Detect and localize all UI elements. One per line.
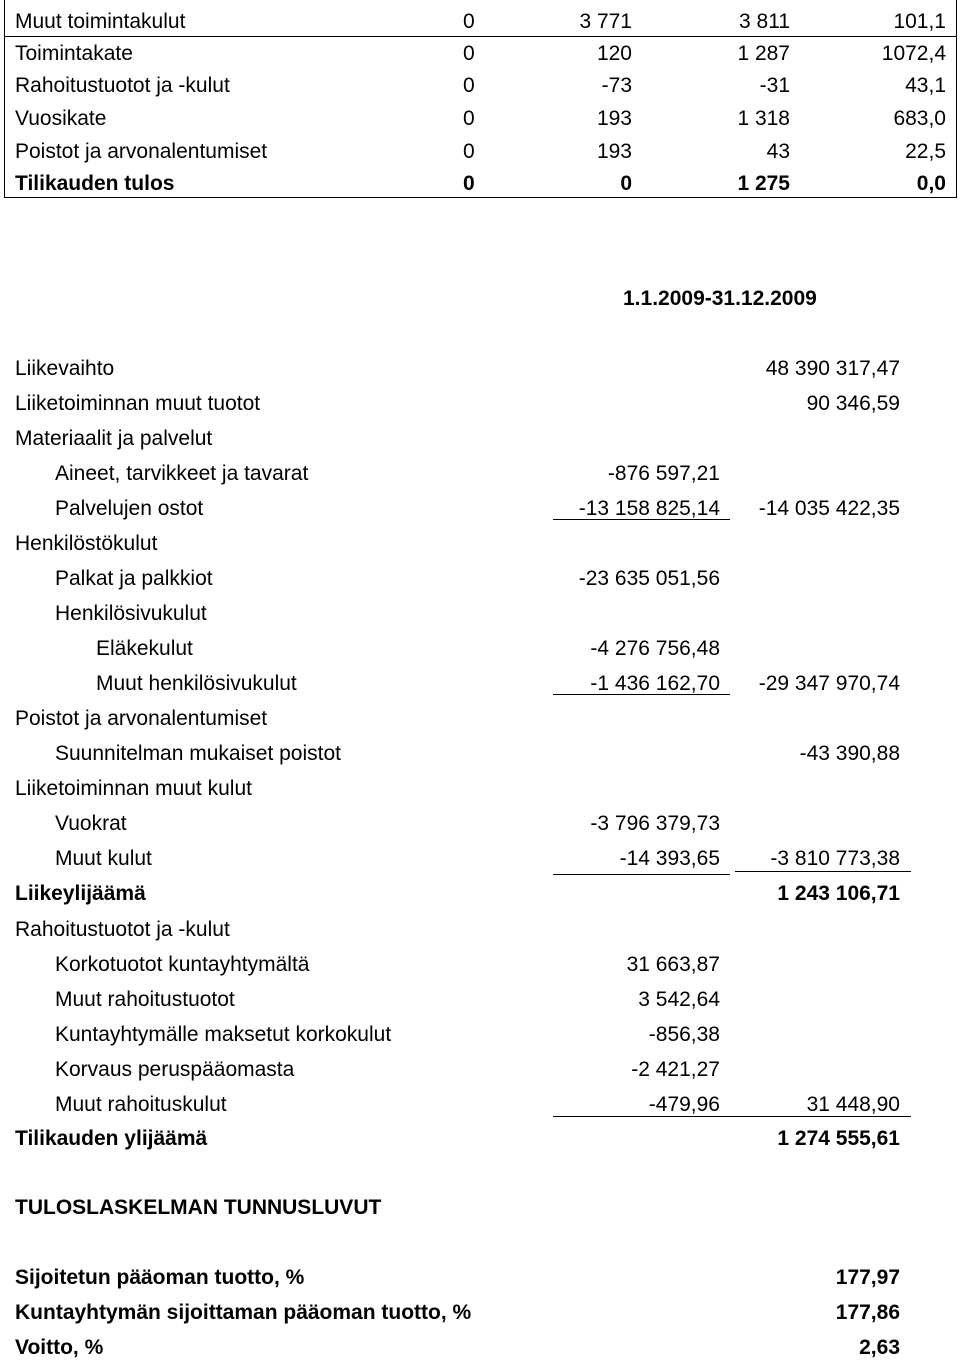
statement-total: 48 390 317,47 (765, 357, 900, 380)
statement-amount: -4 276 756,48 (590, 637, 720, 660)
kpi-row (0, 1266, 960, 1301)
kpi-label: Sijoitetun pääoman tuotto, % (15, 1266, 305, 1289)
statement-total: 90 346,59 (806, 392, 900, 415)
summary-label: Tilikauden tulos (15, 172, 175, 195)
summary-label: Vuosikate (15, 107, 107, 130)
summary-row (5, 102, 956, 135)
statement-label: Liikevaihto (15, 357, 115, 380)
statement-total: -3 810 773,38 (770, 847, 900, 870)
statement-total: -14 035 422,35 (758, 497, 900, 520)
statement-total: 1 274 555,61 (777, 1127, 900, 1150)
statement-label: Kuntayhtymälle maksetut korkokulut (55, 1023, 392, 1046)
statement-row (0, 1093, 960, 1128)
statement-label: Korvaus peruspääomasta (55, 1058, 295, 1081)
statement-row (0, 497, 960, 532)
total-underline (735, 871, 911, 872)
statement-amount: 3 542,64 (638, 988, 720, 1011)
summary-cell: -31 (759, 74, 790, 97)
statement-label: Palvelujen ostot (55, 497, 204, 520)
summary-cell: 1 275 (737, 172, 790, 195)
statement-label: Materiaalit ja palvelut (15, 427, 213, 450)
summary-row-total (5, 167, 956, 200)
summary-cell: 22,5 (905, 140, 946, 163)
statement-row (0, 847, 960, 882)
statement-row (0, 567, 960, 602)
subtotal-underline (553, 694, 730, 695)
statement-row (0, 777, 960, 812)
statement-amount: -856,38 (648, 1023, 720, 1046)
summary-cell: 43,1 (905, 74, 946, 97)
statement-row (0, 988, 960, 1023)
statement-row (0, 742, 960, 777)
statement-label: Rahoitustuotot ja -kulut (15, 918, 230, 941)
statement-amount: -876 597,21 (607, 462, 720, 485)
summary-cell: 43 (766, 140, 790, 163)
summary-label: Poistot ja arvonalentumiset (15, 140, 268, 163)
kpi-label: Voitto, % (15, 1336, 104, 1359)
statement-row (0, 918, 960, 953)
summary-row (5, 135, 956, 168)
statement-label: Poistot ja arvonalentumiset (15, 707, 268, 730)
summary-cell: 120 (596, 42, 632, 65)
summary-label: Toimintakate (15, 42, 133, 65)
statement-label: Palkat ja palkkiot (55, 567, 213, 590)
statement-label: Henkilösivukulut (55, 602, 207, 625)
statement-label: Muut kulut (55, 847, 152, 870)
statement-row-total (0, 882, 960, 917)
statement-amount: -23 635 051,56 (578, 567, 720, 590)
statement-label: Liiketoiminnan muut tuotot (15, 392, 261, 415)
statement-total: 31 448,90 (806, 1093, 900, 1116)
statement-label: Muut henkilösivukulut (96, 672, 297, 695)
statement-row (0, 427, 960, 462)
summary-cell: 3 771 (579, 10, 632, 33)
summary-cell: 101,1 (893, 10, 946, 33)
summary-cell: 1 287 (737, 42, 790, 65)
kpi-value: 2,63 (859, 1336, 900, 1359)
statement-row (0, 392, 960, 427)
summary-cell: 0 (620, 172, 632, 195)
subtotal-underline (553, 874, 730, 875)
summary-cell: 0 (463, 140, 475, 163)
total-underline (553, 1116, 911, 1117)
kpi-section-title: TULOSLASKELMAN TUNNUSLUVUT (15, 1196, 382, 1219)
period-heading: 1.1.2009-31.12.2009 (623, 287, 817, 310)
statement-row (0, 637, 960, 672)
summary-table (4, 0, 957, 198)
statement-label: Eläkekulut (96, 637, 193, 660)
kpi-label: Kuntayhtymän sijoittaman pääoman tuotto, % (15, 1301, 472, 1324)
statement-amount: -13 158 825,14 (578, 497, 720, 520)
summary-row (5, 36, 956, 70)
statement-amount: 31 663,87 (626, 953, 720, 976)
statement-total: -43 390,88 (799, 742, 900, 765)
summary-cell: 0 (463, 74, 475, 97)
statement-row (0, 812, 960, 847)
statement-amount: -14 393,65 (619, 847, 720, 870)
statement-row (0, 707, 960, 742)
summary-cell: 193 (596, 140, 632, 163)
kpi-row (0, 1301, 960, 1336)
kpi-value: 177,86 (835, 1301, 900, 1324)
statement-label: Vuokrat (55, 812, 127, 835)
kpi-value: 177,97 (835, 1266, 900, 1289)
statement-row (0, 1023, 960, 1058)
statement-amount: -479,96 (648, 1093, 720, 1116)
statement-row (0, 357, 960, 392)
summary-label: Rahoitustuotot ja -kulut (15, 74, 230, 97)
statement-row (0, 1058, 960, 1093)
summary-label: Muut toimintakulut (15, 10, 186, 33)
statement-label: Henkilöstökulut (15, 532, 158, 555)
statement-row (0, 953, 960, 988)
statement-amount: -1 436 162,70 (590, 672, 720, 695)
statement-amount: -3 796 379,73 (590, 812, 720, 835)
statement-row (0, 672, 960, 707)
statement-row (0, 602, 960, 637)
statement-row-total (0, 1127, 960, 1162)
summary-cell: 0 (463, 107, 475, 130)
summary-cell: 0 (463, 10, 475, 33)
summary-cell: 1 318 (737, 107, 790, 130)
summary-cell: 0 (463, 42, 475, 65)
summary-cell: 683,0 (893, 107, 946, 130)
statement-label: Tilikauden ylijäämä (15, 1127, 208, 1150)
statement-label: Muut rahoitustuotot (55, 988, 235, 1011)
summary-cell: 3 811 (739, 10, 790, 33)
summary-cell: 193 (596, 107, 632, 130)
summary-cell: 0 (463, 172, 475, 195)
statement-label: Aineet, tarvikkeet ja tavarat (55, 462, 309, 485)
summary-cell: 0,0 (916, 172, 946, 195)
statement-label: Muut rahoituskulut (55, 1093, 227, 1116)
summary-row (5, 5, 956, 38)
statement-total: -29 347 970,74 (758, 672, 900, 695)
summary-row (5, 69, 956, 102)
statement-row (0, 532, 960, 567)
statement-label: Korkotuotot kuntayhtymältä (55, 953, 310, 976)
summary-cell: -73 (601, 74, 632, 97)
statement-row (0, 462, 960, 497)
subtotal-underline (553, 519, 730, 520)
statement-label: Liikeylijäämä (15, 882, 146, 905)
statement-amount: -2 421,27 (631, 1058, 720, 1081)
summary-cell: 1072,4 (881, 42, 946, 65)
kpi-row (0, 1336, 960, 1371)
statement-label: Suunnitelman mukaiset poistot (55, 742, 341, 765)
statement-label: Liiketoiminnan muut kulut (15, 777, 252, 800)
statement-total: 1 243 106,71 (777, 882, 900, 905)
